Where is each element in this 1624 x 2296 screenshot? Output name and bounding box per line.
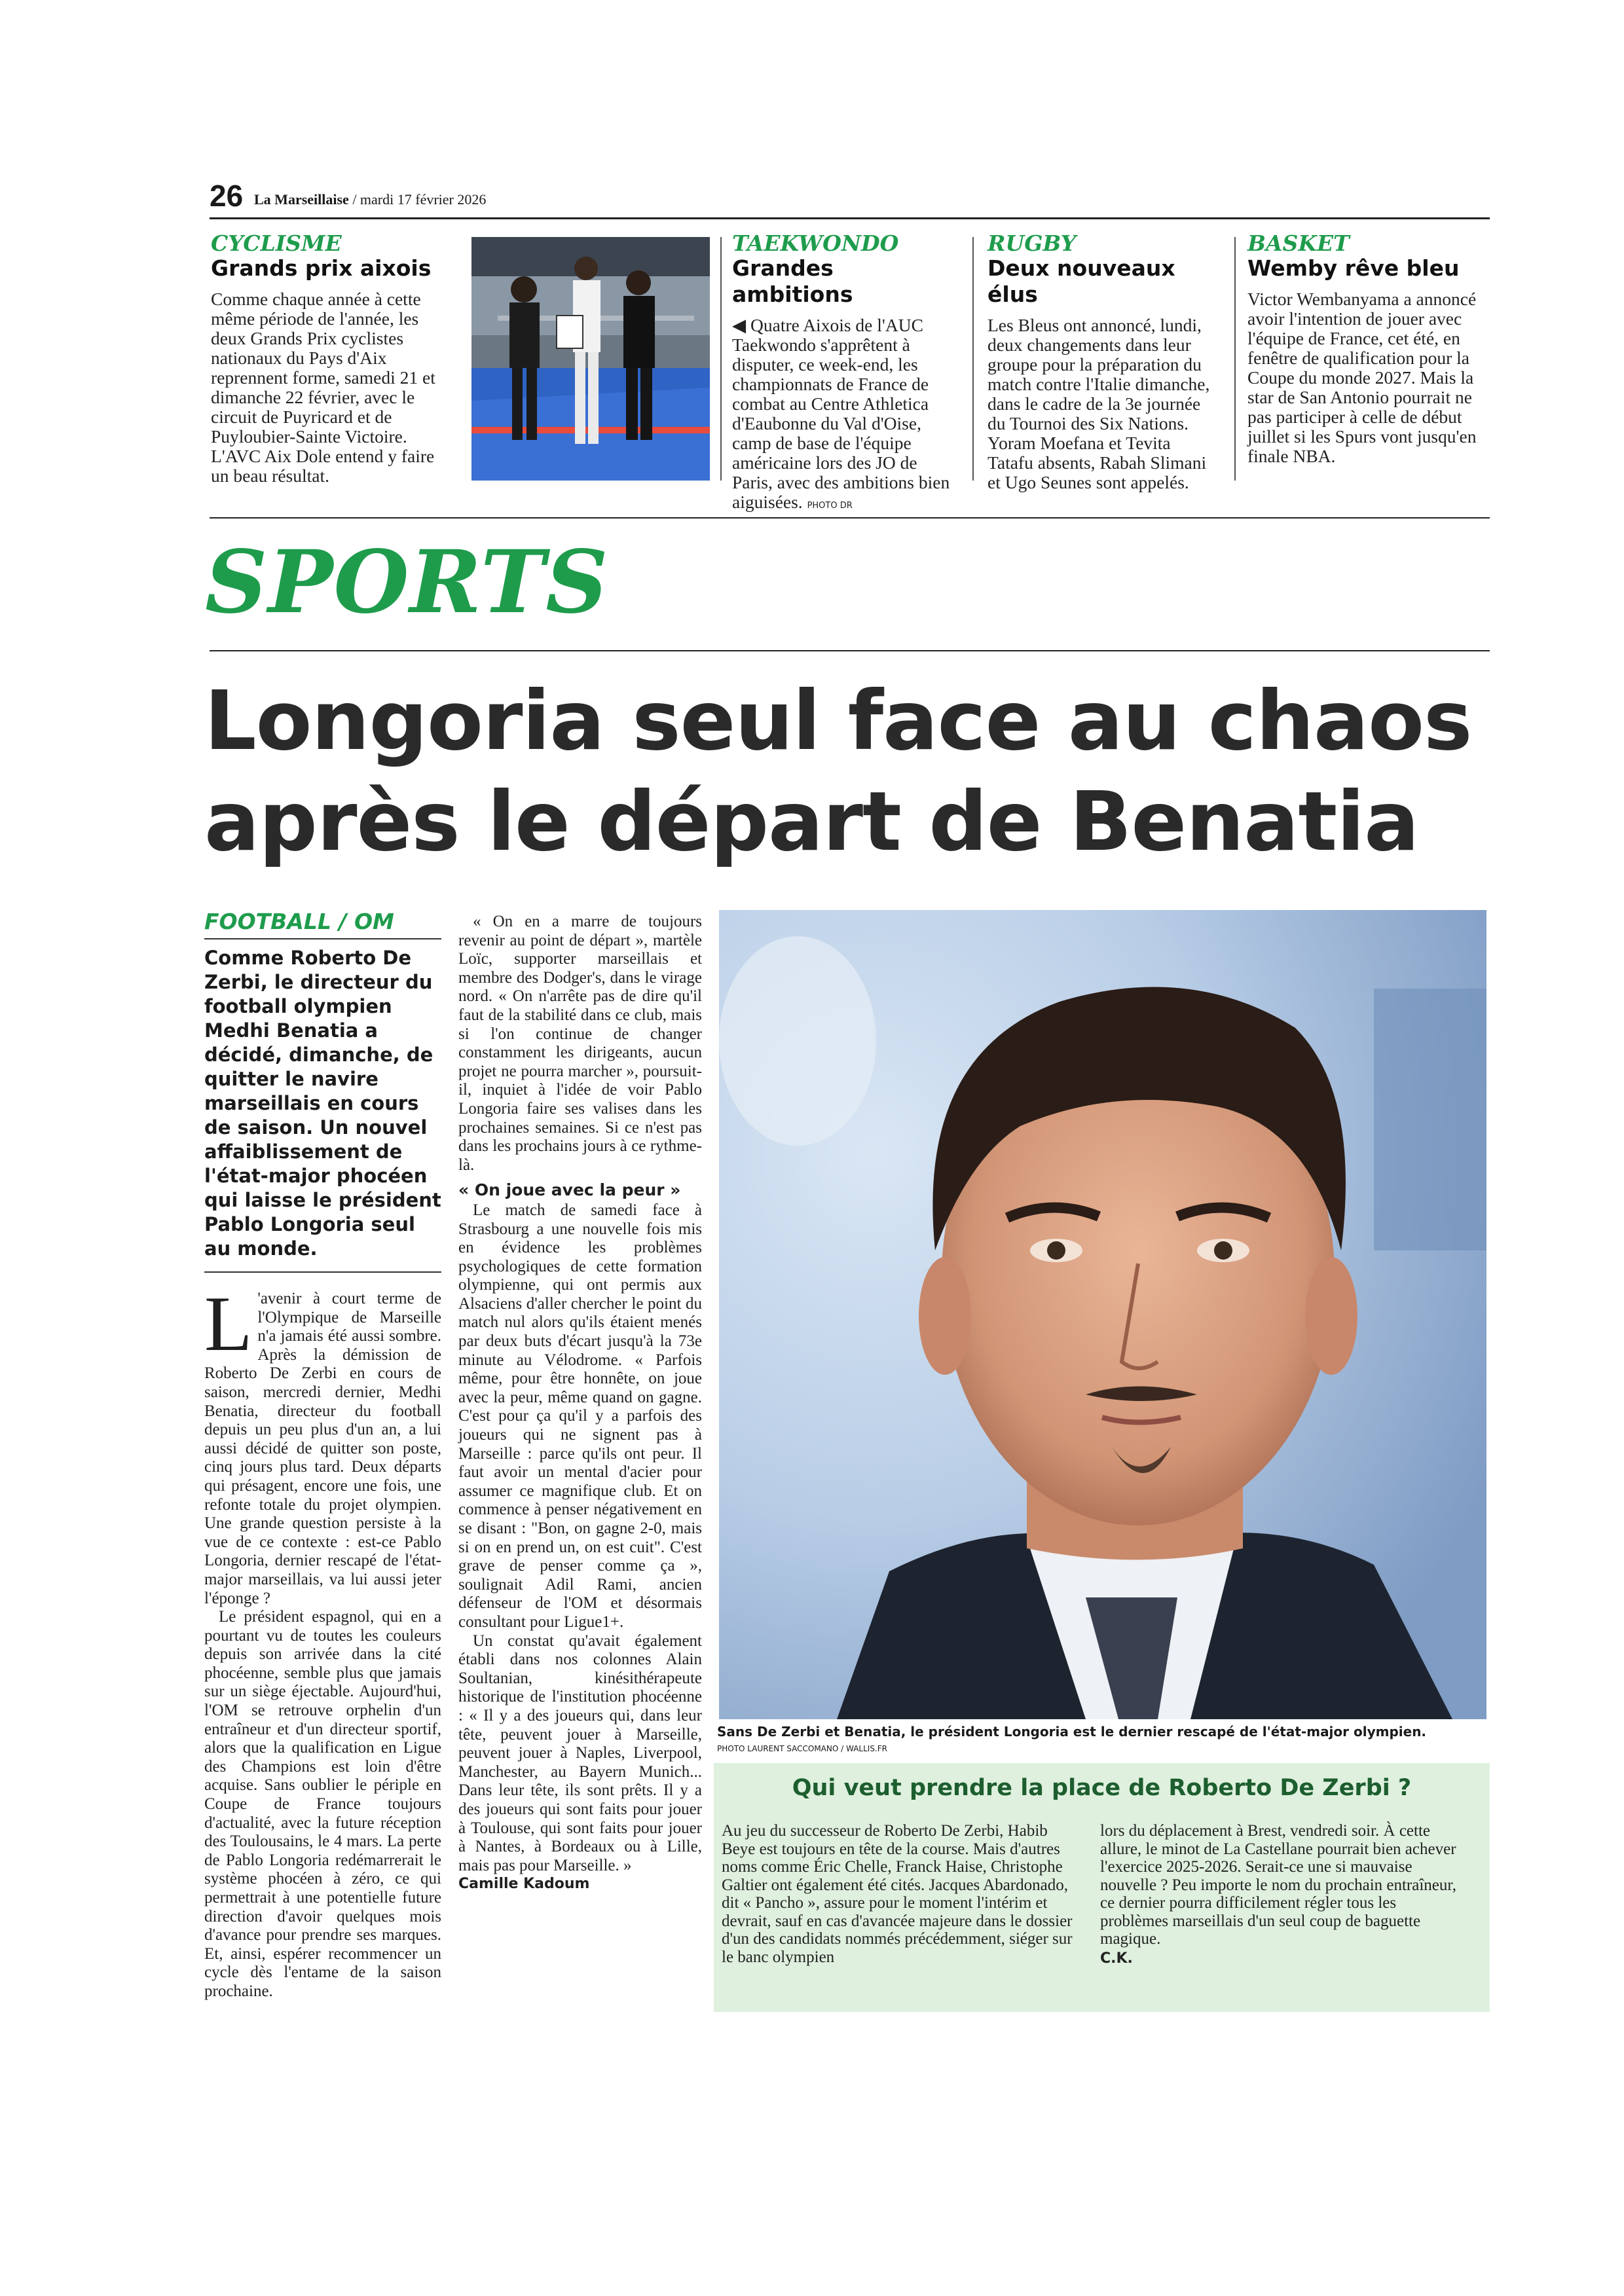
main-photo bbox=[719, 910, 1486, 1719]
brief-text: Les Bleus ont annoncé, lundi, deux changements dans leur groupe pour la préparation du match contre l'Italie dimanche, dans le cadre de la 3e journée du Tournoi des Six Nations. Yoram Moefana et Tevita Tatafu absents, Rabah Slimani et Ugo Seunes sont appelés. bbox=[987, 315, 1210, 492]
brief-text bbox=[732, 316, 960, 516]
paragraph: Un constat qu'avait également établi dans nos colonnes Alain Soultanian, kinésithérapeute historique de l'institution phocéenne : « Il y a des joueurs qui, dans leur tête, peuvent jouer à Marseille, peuvent jouer à Naples, Liverpool, Manchester, au Bayern Munich... Dans leur tête, ils sont prêts. Il y a des joueurs qui sont faits pour jouer à Toulouse, qui sont faits pour jouer à Nantes, à Bordeaux ou à Lille, mais pas pour Marseille. » bbox=[458, 1631, 702, 1874]
box-paragraph: lors du déplacement à Brest, vendredi soir. À cette allure, le minot de La Castellane pourrait bien achever l'exercice 2025-2026. Serait-ce une si mauvaise nouvelle ? Peu importe le nom du prochain entraîneur, ce dernier pourra difficilement régler tous les problèmes marseillais d'un seul coup de baguette magique. bbox=[1100, 1822, 1456, 1948]
paragraph: 'avenir à court terme de l'Olympique de Marseille n'a jamais été aussi sombre. Après la démission de Roberto De Zerbi en cours de saison, mercredi dernier, Medhi Benatia, directeur du football depuis un peu plus d'un an, a lui aussi décidé de quitter son poste, cinq jours plus tard. Deux départs qui présagent, encore une fois, une refonte totale du projet olympien. Une grande question persiste à la vue de ce contexte : est-ce Pablo Longoria, dernier rescapé de l'état-major marseillais, va lui aussi jeter l'éponge ? bbox=[204, 1290, 441, 1607]
brief-rugby bbox=[987, 232, 1220, 492]
paragraph: Le match de samedi face à Strasbourg a une nouvelle fois mis en évidence les problèmes psychologiques de cette formation olympienne, qui ont permis aux Alsaciens d'aller chercher le point du match nul alors qu'ils étaient menés par deux buts d'écart jusqu'à la 73e minute au Vélodrome. « Parfois même, pour être honnête, on joue avec la peur, même quand on gagne. C'est pour ça qu'il y a parfois des joueurs qui ne signent pas à Marseille : parce qu'ils ont peur. Il faut avoir un mental d'acier pour assumer ce magnifique club. Et on commence à penser négativement en se disant : "Bon, on gagne 2-0, mais si on en prend un, on est cuit". C'est grave de penser comme ça », soulignait Adil Rami, ancien défenseur de l'OM et désormais consultant pour Ligue1+. bbox=[458, 1201, 702, 1631]
publication-line bbox=[254, 191, 486, 208]
photo-credit: PHOTO LAURENT SACCOMANO / WALLIS.FR bbox=[717, 1744, 887, 1753]
box-text-col2 bbox=[1100, 1822, 1457, 1967]
brief-cyclisme bbox=[211, 232, 440, 486]
brief-title: Grandes ambitions bbox=[732, 255, 853, 307]
box-text-col1: Au jeu du successeur de Roberto De Zerbi, Habib Beye est toujours en tête de la course. Mais d'autres noms comme Éric Chelle, Franck Haise, Christophe Galtier ont également été cités. Jacques Abardonado, dit « Pancho », assure pour le moment l'intérim et devrait, sauf en cas d'avancée majeure dans le dossier d'un des candidats nommés précédemment, siéger sur le banc olympien bbox=[722, 1822, 1073, 1966]
article-column-1 bbox=[204, 909, 441, 2001]
briefs-rule bbox=[210, 517, 1490, 519]
brief-text: Comme chaque année à cette même période de l'année, les deux Grands Prix cyclistes nationaux du Pays d'Aix reprennent forme, samedi 21 et dimanche 22 février, avec le circuit de Puyricard et de Puyloubier-Sainte Victoire. L'AVC Aix Dole entend y faire un beau résultat. bbox=[211, 289, 435, 486]
section-rule bbox=[210, 650, 1490, 651]
taekwondo-photo bbox=[471, 237, 710, 481]
brief-title: Grands prix aixois bbox=[211, 255, 432, 281]
photo-credit: PHOTO DR bbox=[807, 501, 853, 511]
brief-body: ◀ Quatre Aixois de l'AUC Taekwondo s'apprêtent à disputer, ce week-end, les championnats de France de combat au Centre Athletica d'Eaubonne du Val d'Oise, camp de base de l'équipe américaine lors des JO de Paris, avec des ambitions bien aiguisées. bbox=[732, 315, 950, 512]
column-separator bbox=[972, 237, 974, 481]
taekwondo-photo-image bbox=[471, 237, 710, 481]
portrait-image bbox=[719, 910, 1486, 1719]
article-text-col1 bbox=[204, 1280, 441, 2001]
page-header bbox=[210, 177, 1490, 216]
box-title: Qui veut prendre la place de Roberto De Zerbi ? bbox=[792, 1775, 1412, 1801]
sidebar-box bbox=[714, 1763, 1490, 2012]
drop-cap: L bbox=[204, 1280, 253, 1367]
column-separator bbox=[720, 237, 722, 481]
brief-kicker: CYCLISME bbox=[211, 230, 342, 256]
article-lead: Comme Roberto De Zerbi, le directeur du football olympien Medhi Benatia a décidé, dimanche, de quitter le navire marseillais en cours de saison. Un nouvel affaiblissement de l'état-major phocéen qui laisse le président Pablo Longoria seul au monde. bbox=[204, 947, 441, 1260]
lead-rule bbox=[204, 1271, 441, 1273]
box-signature: C.K. bbox=[1100, 1950, 1133, 1967]
brief-kicker: BASKET bbox=[1247, 230, 1350, 256]
header-rule bbox=[210, 217, 1490, 219]
article-column-2 bbox=[458, 913, 702, 1894]
brief-text: Victor Wembanyama a annoncé avoir l'intention de jouer avec l'équipe de France, cet été, en fenêtre de qualification pour la Coupe du monde 2027. Mais la star de San Antonio pourrait ne pas participer à celle de début juillet si les Spurs vont jusqu'en finale NBA. bbox=[1247, 289, 1477, 466]
publication-date: / mardi 17 février 2026 bbox=[352, 191, 487, 208]
headline: Longoria seul face au chaos après le départ de Benatia bbox=[204, 674, 1472, 869]
brief-basket bbox=[1247, 232, 1490, 466]
paragraph: « On en a marre de toujours revenir au point de départ », martèle Loïc, supporter marseillais et membre des Dodger's, dans le virage nord. « On n'arrête pas de dire qu'il faut de la stabilité dans ce club, mais si l'on continue de changer constamment les dirigeants, aucun projet ne pourra marcher », poursuit-il, inquiet à l'idée de voir Pablo Longoria faire ses valises dans les prochaines semaines. Si ce n'est pas dans les prochains jours à ce rythme-là. bbox=[458, 913, 702, 1174]
article-kicker: FOOTBALL / OM bbox=[204, 909, 394, 934]
column-separator bbox=[1234, 237, 1236, 481]
publication-name: La Marseillaise bbox=[254, 191, 349, 208]
brief-kicker: TAEKWONDO bbox=[732, 230, 899, 256]
photo-caption bbox=[717, 1723, 1496, 1757]
article-signature: Camille Kadoum bbox=[458, 1876, 590, 1893]
brief-taekwondo bbox=[732, 232, 960, 516]
brief-title: Wemby rêve bleu bbox=[1247, 255, 1460, 281]
kicker-rule bbox=[204, 938, 441, 939]
brief-kicker: RUGBY bbox=[987, 230, 1077, 256]
brief-title: Deux nouveaux élus bbox=[987, 255, 1175, 307]
caption-text: Sans De Zerbi et Benatia, le président Longoria est le dernier rescapé de l'état-major olympien. bbox=[717, 1724, 1427, 1740]
page-number: 26 bbox=[210, 179, 244, 213]
paragraph: Le président espagnol, qui en a pourtant vu de toutes les couleurs depuis son arrivée dans la cité phocéenne, semble plus que jamais sur un siège éjectable. Aujourd'hui, l'OM se retrouve orphelin d'un entraîneur et d'un directeur sportif, alors que la qualification en Ligue des Champions est loin d'être acquise. Sans oublier le périple en Coupe de France toujours d'actualité, avec la future réception des Toulousains, le 4 mars. La perte de Pablo Longoria redémarrerait le système phocéen à zéro, ce qui permettrait à une potentielle future direction d'avoir quelques mois d'avance pour prendre ses marques. Et, ainsi, espérer recommencer un cycle dès l'entame de la saison prochaine. bbox=[204, 1608, 441, 2000]
article-subhead: « On joue avec la peur » bbox=[458, 1180, 681, 1200]
section-title: SPORTS bbox=[205, 532, 609, 633]
